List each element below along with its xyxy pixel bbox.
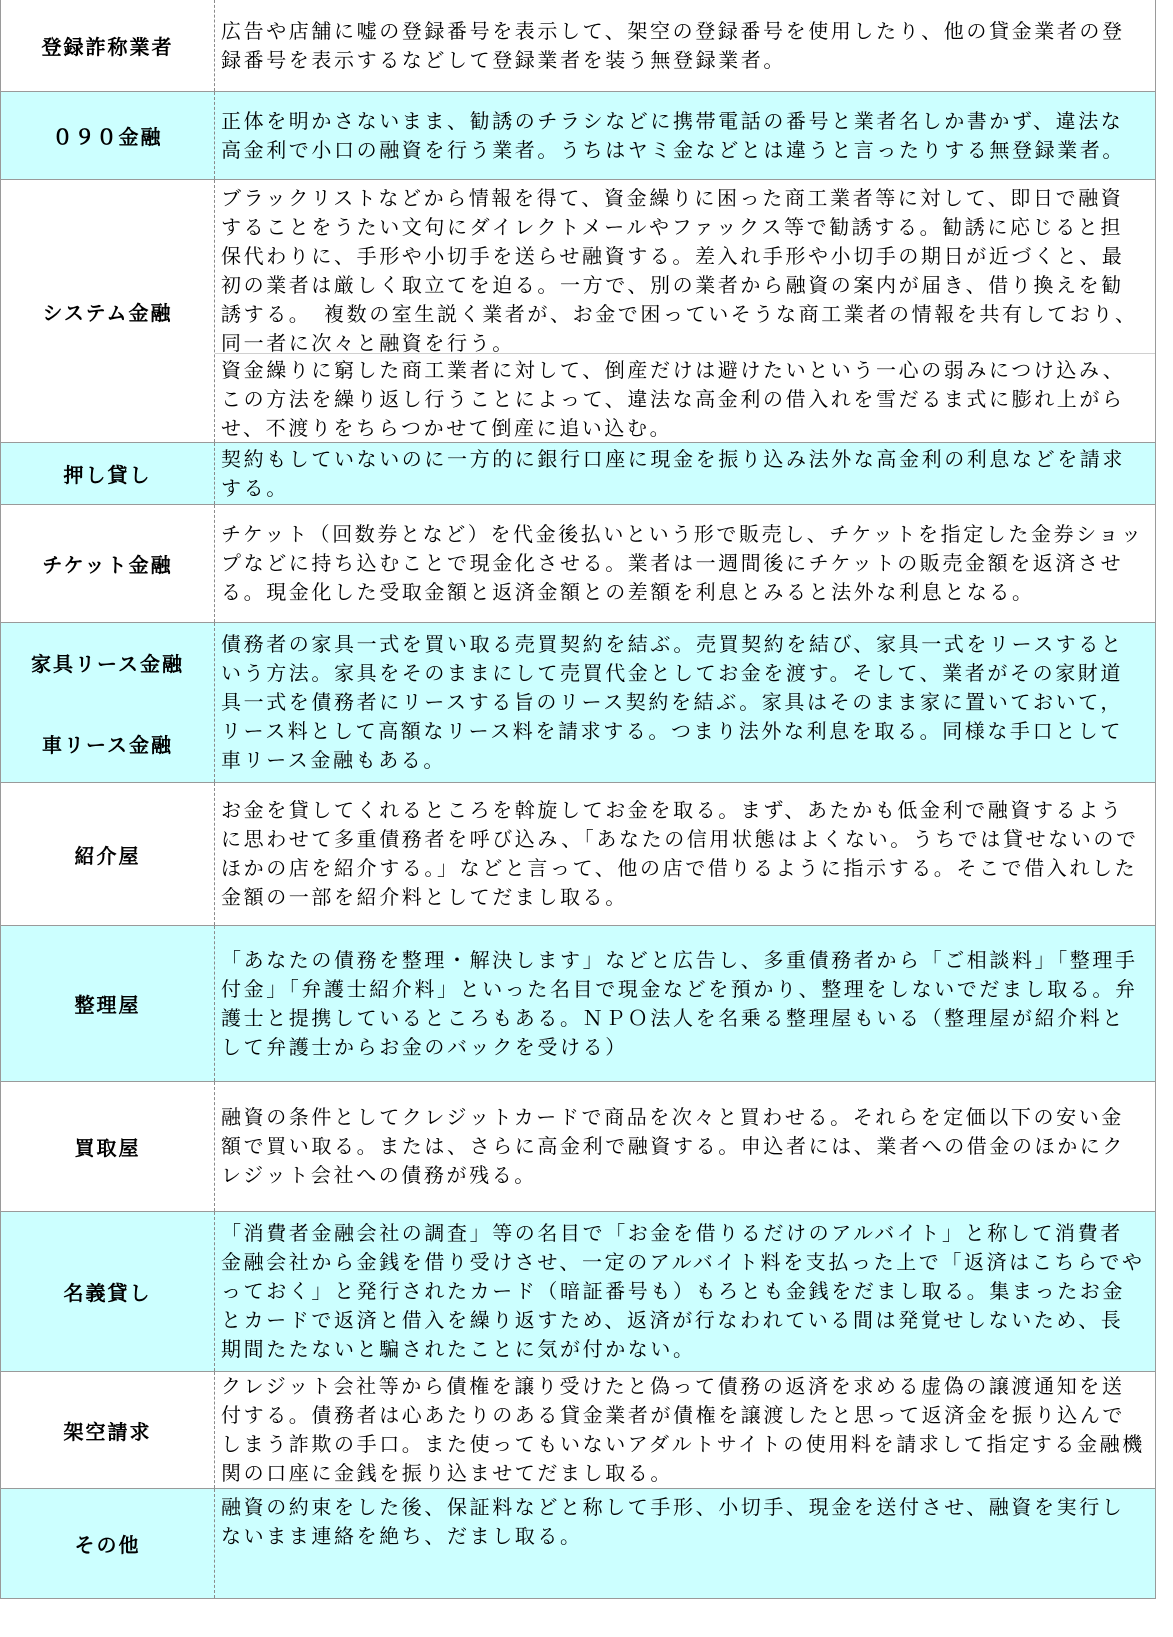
term-cell: ０９０金融 <box>0 92 215 179</box>
table-row <box>0 505 1156 623</box>
table-row <box>0 926 1156 1082</box>
description-text: 融資の条件としてクレジットカードで商品を次々と買わせる。それらを定価以下の安い金額で買い取る。または、さらに高金利で融資する。申込者には、業者への借金のほかにクレジット会社への債務が残る。 <box>221 1105 1125 1187</box>
term-cell: 整理屋 <box>0 926 215 1081</box>
description-text: 「あなたの債務を整理・解決します」などと広告し、多重債務者から「ご相談料」「整理手付金」「弁護士紹介料」といった名目で現金などを預かり、整理をしないでだまし取る。弁護士と提携しているところもある。ＮＰＯ法人を名乗る整理屋もいる（整理屋が紹介料として弁護士からお金のバックを受ける） <box>221 947 1138 1059</box>
table-row <box>0 443 1156 505</box>
description-text: 資金繰りに窮した商工業者に対して、倒産だけは避けたいという一心の弱みにつけ込み、この方法を繰り返し行うことによって、違法な高金利の借入れを雪だるま式に膨れ上がらせ、不渡りをちらつかせて倒産に追い込む。 <box>221 358 1126 440</box>
term-cell: 買取屋 <box>0 1082 215 1211</box>
description-cell <box>215 92 1156 179</box>
description-text: お金を貸してくれるところを斡旋してお金を取る。まず、あたかも低金利で融資するように思わせて多重債務者を呼び込み、「あなたの信用状態はよくない。うちでは貸せないのでほかの店を紹介する。」などと言って、他の店で借りるように指示する。そこで借入れした金額の一部を紹介料としてだまし取る。 <box>221 798 1139 909</box>
description-cell <box>215 926 1156 1081</box>
table-row <box>0 1372 1156 1489</box>
description-part <box>215 180 1155 354</box>
term-label: 家具リース金融 <box>31 651 184 676</box>
term-label-secondary: 車リース金融 <box>42 732 173 757</box>
table-row <box>0 180 1156 443</box>
term-cell: 名義貸し <box>0 1212 215 1371</box>
term-cell: システム金融 <box>0 180 215 442</box>
term-cell: 紹介屋 <box>0 783 215 925</box>
description-text: 契約もしていないのに一方的に銀行口座に現金を振り込み法外な高金利の利息などを請求する。 <box>221 446 1125 500</box>
table-row <box>0 0 1156 92</box>
term-cell <box>0 623 215 782</box>
description-cell <box>215 1489 1156 1598</box>
term-cell: 登録詐称業者 <box>0 0 215 91</box>
description-cell <box>215 180 1156 442</box>
description-text: 広告や店舗に嘘の登録番号を表示して、架空の登録番号を使用したり、他の貸金業者の登録番号を表示するなどして登録業者を装う無登録業者。 <box>221 18 1125 72</box>
description-cell <box>215 783 1156 925</box>
table-row <box>0 92 1156 180</box>
table-row <box>0 1489 1156 1599</box>
term-cell: チケット金融 <box>0 505 215 622</box>
description-text: 融資の約束をした後、保証料などと称して手形、小切手、現金を送付させ、融資を実行しないまま連絡を絶ち、だまし取る。 <box>221 1495 1125 1548</box>
table-row <box>0 1082 1156 1212</box>
description-cell <box>215 505 1156 622</box>
description-text: クレジット会社等から債権を譲り受けたと偽って債務の返済を求める虚偽の譲渡通知を送付する。債務者は心あたりのある貸金業者が債権を譲渡したと思って返済金を振り込んでしまう詐欺の手口。また使ってもいないアダルトサイトの使用料を請求して指定する金融機関の口座に金銭を振り込ませてだまし取る。 <box>221 1374 1145 1485</box>
table-row <box>0 623 1156 783</box>
term-cell: その他 <box>0 1489 215 1598</box>
description-cell <box>215 623 1156 782</box>
description-cell <box>215 1212 1156 1371</box>
term-cell: 架空請求 <box>0 1372 215 1488</box>
description-cell <box>215 443 1156 504</box>
description-text: チケット（回数券となど）を代金後払いという形で販売し、チケットを指定した金券ショップなどに持ち込むことで現金化させる。業者は一週間後にチケットの販売金額を返済させる。現金化した受取金額と返済金額との差額を利息とみると法外な利息となる。 <box>221 522 1144 604</box>
description-cell <box>215 1082 1156 1211</box>
description-cell <box>215 1372 1156 1488</box>
description-text: ブラックリストなどから情報を得て、資金繰りに困った商工業者等に対して、即日で融資することをうたい文句にダイレクトメールやファックス等で勧誘する。勧誘に応じると担保代わりに、手形や小切手を送らせ融資する。差入れ手形や小切手の期日が近づくと、最初の業者は厳しく取立てを迫る。一方で、別の業者から融資の案内が届き、借り換えを勧誘する。 複数の室生説く業者が、お金で困っていそうな商工業者の情報を共有しており、同一者に次々と融資を行う。 <box>221 186 1138 355</box>
description-text: 「消費者金融会社の調査」等の名目で「お金を借りるだけのアルバイト」と称して消費者金融会社から金銭を借り受けさせ、一定のアルバイト料を支払った上で「返済はこちらでやっておく」と発行されたカード（暗証番号も）もろとも金銭をだまし取る。集まったお金とカードで返済と借入を繰り返すため、返済が行なわれている間は発覚せしないため、長期間たたないと騙されたことに気が付かない。 <box>221 1221 1145 1361</box>
description-part <box>215 354 1155 442</box>
description-text: 債務者の家具一式を買い取る売買契約を結ぶ。売買契約を結び、家具一式をリースするという方法。家具をそのままにして売買代金としてお金を渡す。そして、業者がその家財道具一式を債務者にリースする旨のリース契約を結ぶ。家具はそのまま家に置いておいて，リース料として高額なリース料を請求する。つまり法外な利息を取る。同様な手口として車リース金融もある。 <box>221 632 1124 772</box>
table-row <box>0 1212 1156 1372</box>
term-cell: 押し貸し <box>0 443 215 504</box>
table-row <box>0 783 1156 926</box>
description-cell <box>215 0 1156 91</box>
description-text: 正体を明かさないまま、勧誘のチラシなどに携帯電話の番号と業者名しか書かず、違法な高金利で小口の融資を行う業者。うちはヤミ金などとは違うと言ったりする無登録業者。 <box>221 108 1125 162</box>
